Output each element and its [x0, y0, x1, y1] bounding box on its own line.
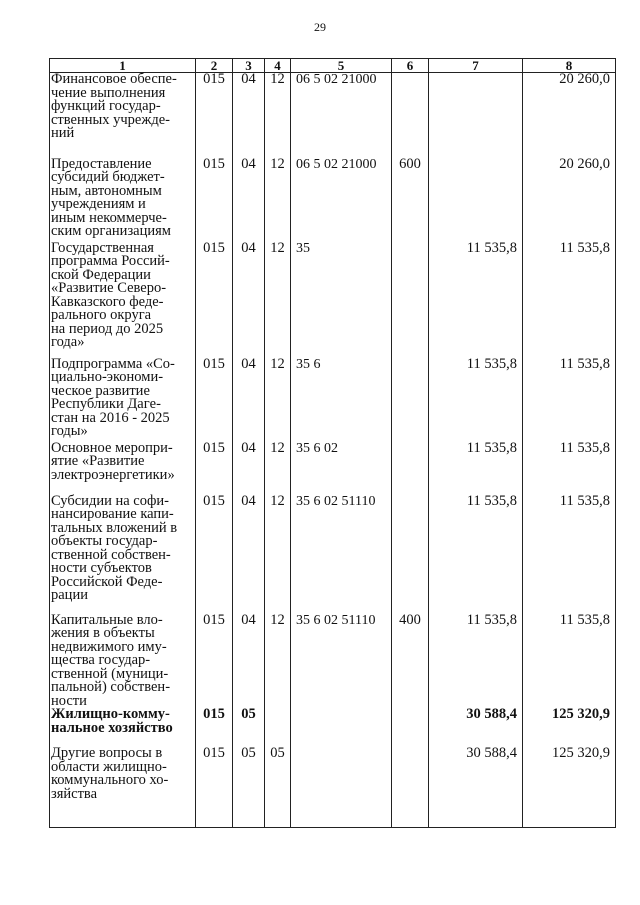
cell-expense-type: [392, 708, 429, 747]
cell-subsection: 12: [265, 73, 291, 158]
cell-subsection: [265, 708, 291, 747]
budget-table: [49, 58, 616, 828]
cell-subsection: 12: [265, 495, 291, 614]
cell-admin-code: 015: [196, 708, 233, 747]
cell-section: 04: [233, 614, 265, 709]
cell-amount-2: 11 535,8: [523, 442, 616, 495]
cell-expense-type: 600: [392, 158, 429, 242]
cell-admin-code: 015: [196, 614, 233, 709]
cell-section: 04: [233, 242, 265, 358]
cell-expense-type: [392, 73, 429, 158]
cell-amount-1: 30 588,4: [429, 708, 523, 747]
cell-section: 04: [233, 158, 265, 242]
cell-target-article: 35 6 02 51110: [291, 495, 392, 614]
table-row: [50, 708, 616, 747]
cell-expense-type: [392, 495, 429, 614]
cell-subsection: 12: [265, 442, 291, 495]
header-col-5: 5: [291, 59, 392, 73]
cell-target-article: 06 5 02 21000: [291, 158, 392, 242]
cell-amount-1: 11 535,8: [429, 614, 523, 709]
cell-admin-code: 015: [196, 442, 233, 495]
cell-section: 04: [233, 358, 265, 442]
table-row: [50, 495, 616, 614]
header-col-1: 1: [50, 59, 196, 73]
cell-expense-type: [392, 747, 429, 827]
cell-name: Основное меропри- ятие «Развитие электроэнергетики»: [50, 442, 196, 495]
page-number: 29: [314, 20, 326, 34]
cell-name: Государственная программа Россий- ской Федерации «Развитие Северо- Кавказского феде- рального округа на период до 2025 года»: [50, 242, 196, 358]
cell-target-article: 35 6: [291, 358, 392, 442]
table-row: [50, 73, 616, 158]
cell-section: 04: [233, 495, 265, 614]
table-row: [50, 747, 616, 827]
cell-admin-code: 015: [196, 242, 233, 358]
cell-subsection: 05: [265, 747, 291, 827]
header-col-3: 3: [233, 59, 265, 73]
cell-target-article: 35 6 02: [291, 442, 392, 495]
cell-amount-2: 125 320,9: [523, 747, 616, 827]
header-col-8: 8: [523, 59, 616, 73]
cell-section: 05: [233, 747, 265, 827]
cell-name: Финансовое обеспе- чение выполнения функций государ- ственных учрежде- ний: [50, 73, 196, 158]
cell-amount-2: 125 320,9: [523, 708, 616, 747]
cell-section: 05: [233, 708, 265, 747]
cell-section: 04: [233, 73, 265, 158]
header-col-4: 4: [265, 59, 291, 73]
cell-subsection: 12: [265, 158, 291, 242]
table-row: [50, 358, 616, 442]
cell-target-article: 35 6 02 51110: [291, 614, 392, 709]
cell-name: Другие вопросы в области жилищно- коммунального хо- зяйства: [50, 747, 196, 827]
cell-name: Жилищно-комму- нальное хозяйство: [50, 708, 196, 747]
cell-name: Субсидии на софи- нансирование капи- тальных вложений в объекты государ- ственной собствен- ности субъектов Российской Феде- рации: [50, 495, 196, 614]
cell-expense-type: [392, 242, 429, 358]
cell-name: Капитальные вло- жения в объекты недвижимого иму- щества государ- ственной (муници- пальной) собствен- ности: [50, 614, 196, 709]
cell-amount-1: [429, 73, 523, 158]
table-row: [50, 242, 616, 358]
cell-amount-1: [429, 158, 523, 242]
cell-admin-code: 015: [196, 747, 233, 827]
cell-amount-1: 30 588,4: [429, 747, 523, 827]
cell-admin-code: 015: [196, 495, 233, 614]
header-col-7: 7: [429, 59, 523, 73]
table-row: [50, 158, 616, 242]
cell-subsection: 12: [265, 614, 291, 709]
cell-target-article: 06 5 02 21000: [291, 73, 392, 158]
cell-name: Предоставление субсидий бюджет- ным, автономным учреждениям и иным некоммерче- ским организациям: [50, 158, 196, 242]
header-col-6: 6: [392, 59, 429, 73]
header-col-2: 2: [196, 59, 233, 73]
cell-expense-type: [392, 442, 429, 495]
cell-amount-1: 11 535,8: [429, 495, 523, 614]
cell-target-article: [291, 747, 392, 827]
cell-admin-code: 015: [196, 158, 233, 242]
cell-amount-2: 11 535,8: [523, 358, 616, 442]
cell-target-article: 35: [291, 242, 392, 358]
cell-amount-2: 11 535,8: [523, 614, 616, 709]
cell-name: Подпрограмма «Со- циально-экономи- ческое развитие Республики Дагe- стан на 2016 - 2025 годы»: [50, 358, 196, 442]
cell-admin-code: 015: [196, 73, 233, 158]
cell-subsection: 12: [265, 358, 291, 442]
table-row: [50, 614, 616, 709]
cell-amount-2: 11 535,8: [523, 242, 616, 358]
cell-amount-2: 20 260,0: [523, 73, 616, 158]
cell-expense-type: [392, 358, 429, 442]
cell-section: 04: [233, 442, 265, 495]
cell-admin-code: 015: [196, 358, 233, 442]
cell-subsection: 12: [265, 242, 291, 358]
cell-expense-type: 400: [392, 614, 429, 709]
cell-amount-1: 11 535,8: [429, 442, 523, 495]
cell-target-article: [291, 708, 392, 747]
cell-amount-1: 11 535,8: [429, 242, 523, 358]
cell-amount-1: 11 535,8: [429, 358, 523, 442]
cell-amount-2: 11 535,8: [523, 495, 616, 614]
table-row: [50, 442, 616, 495]
cell-amount-2: 20 260,0: [523, 158, 616, 242]
